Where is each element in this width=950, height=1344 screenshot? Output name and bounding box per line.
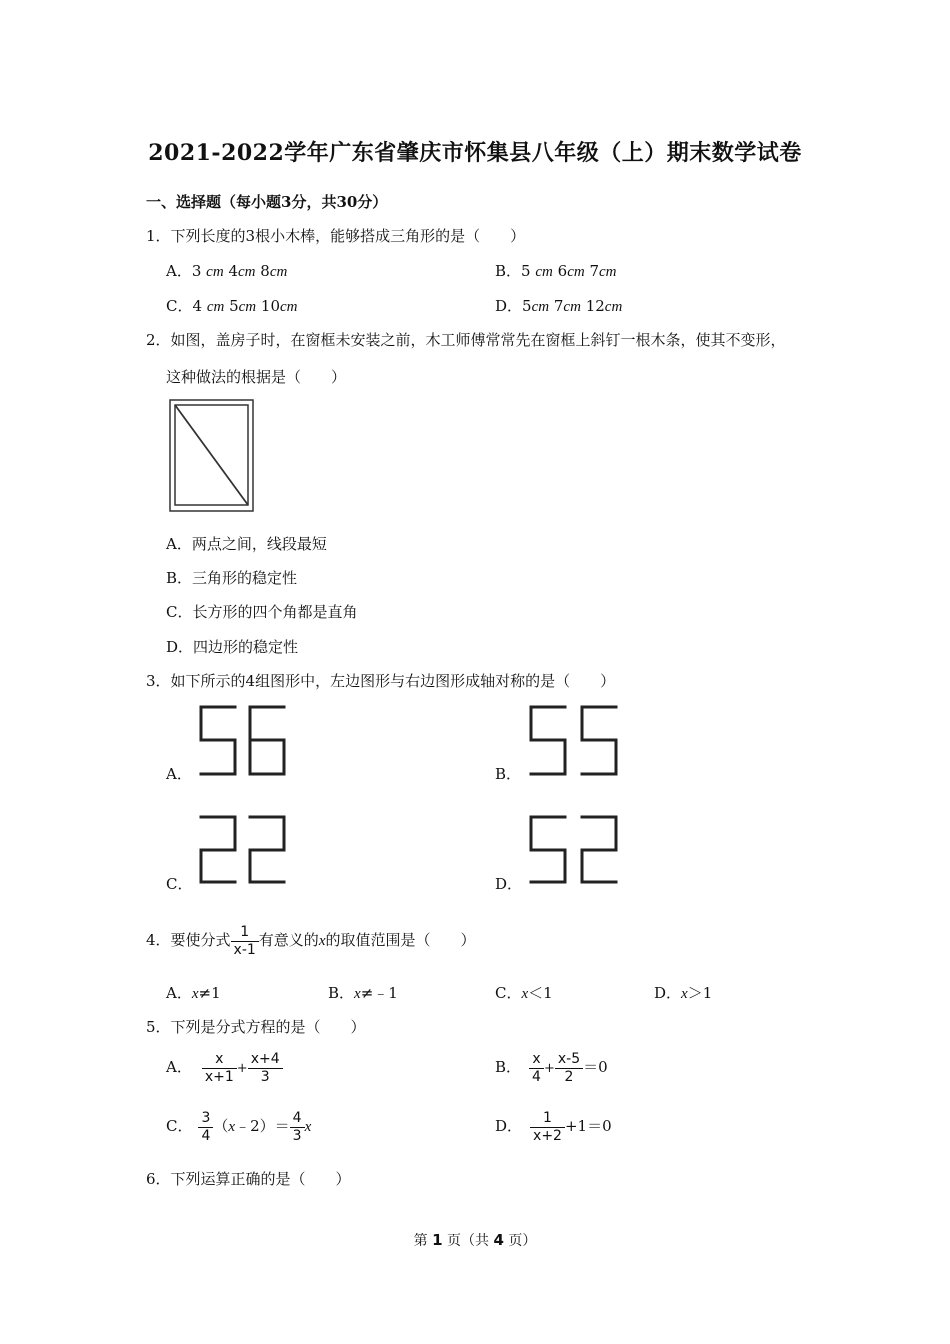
fraction: $\frac{x+4}{3}$ bbox=[248, 1051, 283, 1086]
option-label: B． bbox=[495, 262, 522, 280]
q1-option-a[interactable]: A．3 cm 4cm 8cm bbox=[166, 262, 288, 280]
q1-option-b[interactable]: B．5 cm 6cm 7cm bbox=[495, 262, 617, 280]
q3-option-d-figure bbox=[526, 814, 626, 886]
q2-option-b[interactable]: B．三角形的稳定性 bbox=[166, 569, 298, 587]
fraction: $\frac{1}{x+2}$ bbox=[530, 1110, 565, 1145]
page-number: 1 bbox=[432, 1231, 443, 1249]
fraction: $\frac{x}{x+1}$ bbox=[202, 1051, 237, 1086]
page-total: 4 bbox=[493, 1231, 504, 1249]
question-4-stem: 4．要使分式 $\frac{1}{x-1}$ 有意义的x的取值范围是（ ） bbox=[146, 923, 476, 958]
fraction: $\frac{x-5}{2}$ bbox=[555, 1051, 583, 1086]
question-6-stem: 6．下列运算正确的是（ ） bbox=[146, 1170, 351, 1188]
question-3-stem: 3．如下所示的4组图形中，左边图形与右边图形成轴对称的是（ ） bbox=[146, 672, 616, 690]
q4-option-b[interactable]: B．x≠﹣1 bbox=[328, 984, 398, 1002]
fraction: $\frac{1}{x-1}$ bbox=[231, 924, 259, 959]
question-1-stem: 1．下列长度的3根小木棒，能够搭成三角形的是（ ） bbox=[146, 227, 526, 245]
q2-option-c[interactable]: C．长方形的四个角都是直角 bbox=[166, 603, 358, 621]
page-footer: 第 1 页（共 4 页） bbox=[413, 1231, 537, 1249]
q3-option-b-figure bbox=[526, 704, 626, 776]
diagonal-brace bbox=[175, 405, 248, 505]
glyph-five-left bbox=[531, 707, 565, 774]
section-heading: 一、选择题（每小题3分，共30分） bbox=[146, 193, 388, 211]
q2-option-a[interactable]: A．两点之间，线段最短 bbox=[166, 535, 327, 553]
fraction: $\frac{3}{4}$ bbox=[198, 1110, 213, 1145]
q3-option-a-figure bbox=[196, 704, 296, 776]
q5-option-b[interactable]: B． $\frac{x}{4}$ + $\frac{x-5}{2}$ ＝0 bbox=[495, 1050, 608, 1085]
window-frame-figure bbox=[169, 399, 255, 513]
q3-option-c-label[interactable]: C． bbox=[166, 875, 193, 893]
q4-option-c[interactable]: C．x＜1 bbox=[495, 984, 553, 1002]
glyph-two-right bbox=[250, 817, 284, 882]
glyph-five bbox=[531, 817, 565, 882]
q4-option-d[interactable]: D．x＞1 bbox=[654, 984, 713, 1002]
glyph-six bbox=[250, 707, 284, 774]
q4-option-a[interactable]: A．x≠1 bbox=[166, 984, 221, 1002]
option-label: A． bbox=[166, 262, 192, 280]
q3-option-a-label[interactable]: A． bbox=[166, 765, 192, 783]
q3-option-c-figure bbox=[196, 814, 296, 886]
question-2-stem-line1: 2．如图，盖房子时，在窗框未安装之前，木工师傅常常先在窗框上斜钉一根木条，使其不变形， bbox=[146, 331, 786, 349]
question-2-stem-line2: 这种做法的根据是（ ） bbox=[166, 368, 347, 386]
glyph-nine bbox=[201, 707, 235, 774]
q3-option-d-label[interactable]: D． bbox=[495, 875, 523, 893]
q5-option-d[interactable]: D． $\frac{1}{x+2}$ +1＝0 bbox=[495, 1109, 612, 1144]
glyph-five-right bbox=[582, 707, 616, 774]
q2-option-d[interactable]: D．四边形的稳定性 bbox=[166, 638, 299, 656]
page-title: 2021-2022学年广东省肇庆市怀集县八年级（上）期末数学试卷 bbox=[148, 140, 802, 166]
q5-option-c[interactable]: C． $\frac{3}{4}$ （x﹣2）＝ $\frac{4}{3}$ x bbox=[166, 1109, 312, 1144]
q1-option-d[interactable]: D．5cm 7cm 12cm bbox=[495, 297, 623, 315]
glyph-two-left bbox=[201, 817, 235, 882]
q5-option-a[interactable]: A． $\frac{x}{x+1}$ + $\frac{x+4}{3}$ bbox=[166, 1049, 283, 1087]
option-label: D． bbox=[495, 297, 523, 315]
q3-option-b-label[interactable]: B． bbox=[495, 765, 522, 783]
glyph-two bbox=[582, 817, 616, 882]
fraction: $\frac{x}{4}$ bbox=[529, 1051, 544, 1086]
q1-option-c[interactable]: C．4 cm 5cm 10cm bbox=[166, 297, 298, 315]
fraction: $\frac{4}{3}$ bbox=[290, 1110, 305, 1145]
question-5-stem: 5．下列是分式方程的是（ ） bbox=[146, 1018, 366, 1036]
option-label: C． bbox=[166, 297, 193, 315]
